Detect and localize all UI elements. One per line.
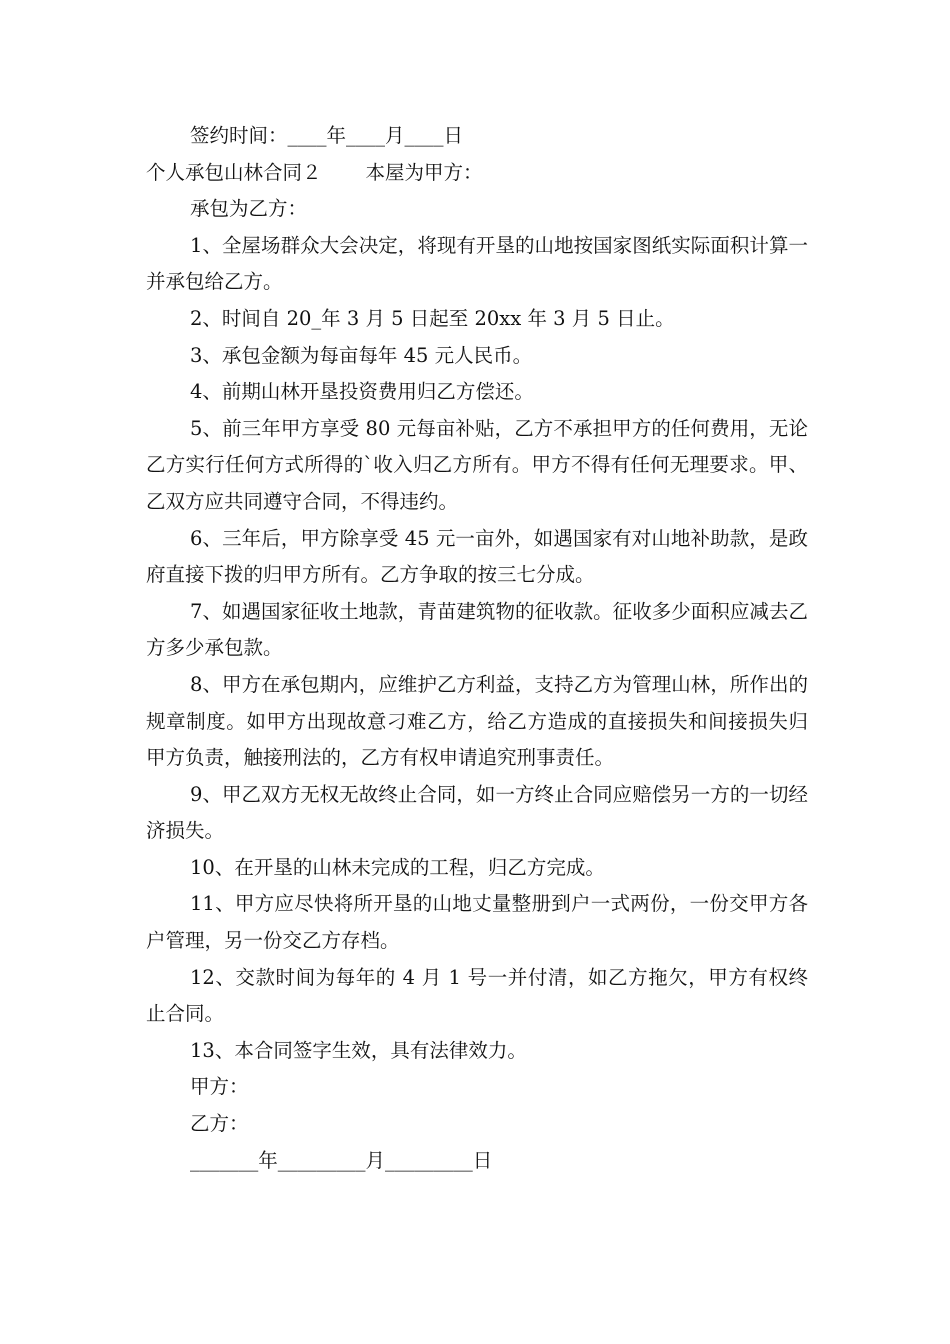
clause-8: 8、甲方在承包期内，应维护乙方利益，支持乙方为管理山林，所作出的规章制度。如甲方出现故意刁难乙方，给乙方造成的直接损失和间接损失归甲方负责，触接刑法的，乙方有权申请追究刑事责任。 xyxy=(146,672,808,770)
party-b-intro: 承包为乙方： xyxy=(190,197,308,221)
clause-4: 4、前期山林开垦投资费用归乙方偿还。 xyxy=(190,380,534,404)
contract-title: 个人承包山林合同２ xyxy=(146,160,322,184)
clause-13: 13、本合同签字生效，具有法律效力。 xyxy=(190,1038,527,1062)
clause-7: 7、如遇国家征收土地款，青苗建筑物的征收款。征收多少面积应减去乙方多少承包款。 xyxy=(146,599,808,660)
clause-1: 1、全屋场群众大会决定，将现有开垦的山地按国家图纸实际面积计算一并承包给乙方。 xyxy=(146,233,808,294)
clause-6: 6、三年后，甲方除享受 45 元一亩外，如遇国家有对山地补助款，是政府直接下拨的归甲方所有。乙方争取的按三七分成。 xyxy=(146,526,808,587)
clause-9: 9、甲乙双方无权无故终止合同，如一方终止合同应赔偿另一方的一切经济损失。 xyxy=(146,782,808,843)
party-a-signature: 甲方： xyxy=(190,1075,249,1099)
clause-12: 12、交款时间为每年的 4 月 1 号一并付清，如乙方拖欠，甲方有权终止合同。 xyxy=(146,965,808,1026)
clause-5: 5、前三年甲方享受 80 元每亩补贴，乙方不承担甲方的任何费用，无论乙方实行任何方式所得的`收入归乙方所有。甲方不得有任何无理要求。甲、乙双方应共同遵守合同，不得违约。 xyxy=(146,416,808,513)
clause-3: 3、承包金额为每亩每年 45 元人民币。 xyxy=(190,343,533,367)
clause-2: 2、时间自 20_年 3 月 5 日起至 20xx 年 3 月 5 日止。 xyxy=(190,306,675,330)
signature-date-line: _______年_________月_________日 xyxy=(190,1148,493,1172)
party-a-intro: 本屋为甲方： xyxy=(365,160,483,184)
sign-time-line: 签约时间：____年____月____日 xyxy=(190,124,464,147)
party-b-signature: 乙方： xyxy=(190,1112,249,1136)
document-body xyxy=(146,118,808,1179)
clause-11: 11、甲方应尽快将所开垦的山地丈量整册到户一式两份，一份交甲方各户管理，另一份交乙方存档。 xyxy=(146,892,808,953)
clause-10: 10、在开垦的山林未完成的工程，归乙方完成。 xyxy=(190,855,605,879)
title-line xyxy=(146,155,808,192)
